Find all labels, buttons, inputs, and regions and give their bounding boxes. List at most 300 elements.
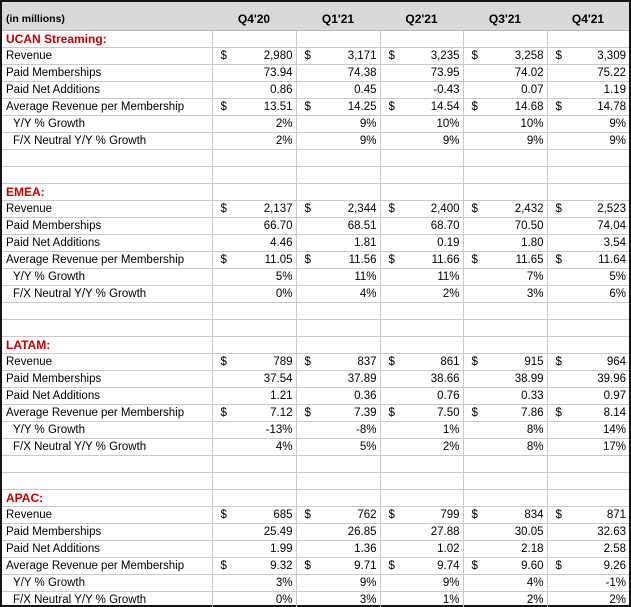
table-row [2,235,629,252]
value-cell [296,201,380,218]
value-cell [296,354,380,371]
cell-value: 11.66 [431,254,460,266]
value-cell [463,99,547,116]
dollar-sign: $ [220,254,227,266]
value-cell: 26.85 [296,524,380,541]
cell-value: 14.25 [347,101,377,113]
value-cell: 2% [380,286,463,303]
table-row [2,541,629,558]
value-cell [547,99,629,116]
empty-cell [547,456,629,473]
row-label: F/X Neutral Y/Y % Growth [2,592,212,607]
empty-cell [380,490,463,507]
value-cell: 9% [380,133,463,150]
value-cell: 37.54 [212,371,296,388]
dollar-sign: $ [388,509,395,521]
table-row [2,439,629,456]
cell-value: 2,980 [263,50,293,62]
row-label: Y/Y % Growth [2,422,212,439]
value-cell [212,507,296,524]
dollar-sign: $ [388,101,395,113]
empty-cell [547,184,629,201]
value-cell: 9% [547,116,629,133]
empty-cell [463,337,547,354]
value-cell [547,405,629,422]
empty-cell [296,456,380,473]
row-label: Average Revenue per Membership [2,252,212,269]
value-cell: 5% [547,269,629,286]
empty-cell [380,167,463,184]
value-cell: 3% [212,575,296,592]
empty-cell [463,490,547,507]
row-label: Paid Net Additions [2,541,212,558]
table-row [2,252,629,269]
value-cell: 9% [296,575,380,592]
row-label: Paid Memberships [2,65,212,82]
empty-cell [2,473,212,490]
table-row [2,48,629,65]
value-cell: 1.99 [212,541,296,558]
value-cell: 32.63 [547,524,629,541]
row-label: Revenue [2,48,212,65]
value-cell [296,405,380,422]
dollar-sign: $ [304,203,311,215]
row-label: Average Revenue per Membership [2,405,212,422]
table-row [2,405,629,422]
section-title: EMEA: [2,184,212,201]
dollar-sign: $ [388,356,395,368]
empty-cell [547,31,629,48]
row-label: Paid Memberships [2,524,212,541]
dollar-sign: $ [304,509,311,521]
cell-value: 11.05 [264,254,293,266]
value-cell: 2% [212,133,296,150]
cell-value: 7.86 [521,407,544,419]
value-cell: 73.95 [380,65,463,82]
value-cell: -0.43 [380,82,463,99]
cell-value: 11.65 [515,254,544,266]
empty-cell [212,320,296,337]
value-cell: 0% [212,286,296,303]
dollar-sign: $ [555,407,562,419]
column-header-q4-20: Q4'20 [212,2,296,31]
value-cell [296,558,380,575]
table-row [2,422,629,439]
value-cell: 2.18 [463,541,547,558]
cell-value: 9.71 [354,560,377,572]
empty-cell [547,490,629,507]
table-row [2,371,629,388]
empty-cell [296,337,380,354]
empty-cell [380,150,463,167]
cell-value: 915 [524,356,544,368]
empty-cell [547,473,629,490]
cell-value: 7.50 [437,407,460,419]
value-cell: 1.81 [296,235,380,252]
empty-cell [296,320,380,337]
section-header-row [2,184,629,201]
dollar-sign: $ [471,509,478,521]
empty-cell [380,456,463,473]
value-cell [296,99,380,116]
value-cell: 10% [380,116,463,133]
value-cell: 4.46 [212,235,296,252]
empty-cell [2,456,212,473]
row-label: Y/Y % Growth [2,116,212,133]
cell-value: 685 [273,509,293,521]
cell-value: 2,523 [597,203,626,215]
cell-value: 9.74 [437,560,460,572]
table-row [2,388,629,405]
value-cell: 0.86 [212,82,296,99]
cell-value: 7.39 [354,407,377,419]
value-cell: 39.96 [547,371,629,388]
empty-cell [380,184,463,201]
value-cell [380,99,463,116]
value-cell: -8% [296,422,380,439]
value-cell: 4% [296,286,380,303]
row-label: Paid Memberships [2,371,212,388]
value-cell [296,252,380,269]
value-cell: 66.70 [212,218,296,235]
value-cell [463,507,547,524]
value-cell [547,252,629,269]
value-cell: -1% [547,575,629,592]
empty-cell [547,167,629,184]
value-cell: 5% [212,269,296,286]
value-cell [463,405,547,422]
value-cell: 1.80 [463,235,547,252]
spacer-row [2,473,629,490]
value-cell: 1% [380,592,463,607]
value-cell: 0.19 [380,235,463,252]
dollar-sign: $ [471,254,478,266]
dollar-sign: $ [304,254,311,266]
cell-value: 7.12 [270,407,293,419]
empty-cell [212,167,296,184]
value-cell [380,252,463,269]
value-cell: 0.36 [296,388,380,405]
cell-value: 3,258 [514,50,544,62]
value-cell: 70.50 [463,218,547,235]
empty-cell [296,167,380,184]
dollar-sign: $ [388,560,395,572]
empty-cell [547,337,629,354]
dollar-sign: $ [555,509,562,521]
cell-value: 8.14 [603,407,626,419]
cell-value: 3,235 [430,50,460,62]
empty-cell [380,337,463,354]
value-cell: 74.02 [463,65,547,82]
column-header-q3-21: Q3'21 [463,2,547,31]
dollar-sign: $ [220,101,227,113]
dollar-sign: $ [304,560,311,572]
value-cell: 27.88 [380,524,463,541]
table-row [2,65,629,82]
cell-value: 11.56 [348,254,377,266]
value-cell [547,507,629,524]
value-cell: 0.07 [463,82,547,99]
header-row [2,2,629,31]
value-cell: 73.94 [212,65,296,82]
dollar-sign: $ [220,50,227,62]
value-cell: 68.51 [296,218,380,235]
empty-cell [2,167,212,184]
value-cell: 0% [212,592,296,607]
cell-value: 11.64 [598,254,626,266]
cell-value: 9.60 [521,560,544,572]
dollar-sign: $ [388,50,395,62]
dollar-sign: $ [304,50,311,62]
cell-value: 762 [357,509,377,521]
empty-cell [296,31,380,48]
value-cell: 0.76 [380,388,463,405]
value-cell [296,48,380,65]
column-header-q2-21: Q2'21 [380,2,463,31]
cell-value: 799 [440,509,460,521]
cell-value: 9.32 [270,560,293,572]
table-row [2,524,629,541]
value-cell: 0.33 [463,388,547,405]
empty-cell [463,31,547,48]
value-cell [463,252,547,269]
dollar-sign: $ [388,203,395,215]
value-cell: 17% [547,439,629,456]
cell-value: 14.54 [430,101,460,113]
empty-cell [212,490,296,507]
value-cell: -13% [212,422,296,439]
value-cell: 4% [212,439,296,456]
empty-cell [2,303,212,320]
value-cell: 9% [380,575,463,592]
empty-cell [296,473,380,490]
row-label: Y/Y % Growth [2,575,212,592]
value-cell [212,252,296,269]
empty-cell [296,490,380,507]
empty-cell [463,320,547,337]
value-cell: 14% [547,422,629,439]
dollar-sign: $ [471,560,478,572]
regional-metrics-table [2,2,629,607]
value-cell: 9% [547,133,629,150]
value-cell [547,48,629,65]
value-cell: 0.45 [296,82,380,99]
value-cell: 68.70 [380,218,463,235]
spacer-row [2,303,629,320]
cell-value: 2,400 [430,203,460,215]
cell-value: 837 [357,356,377,368]
dollar-sign: $ [471,101,478,113]
dollar-sign: $ [304,356,311,368]
value-cell: 8% [463,439,547,456]
cell-value: 2,344 [347,203,377,215]
empty-cell [296,150,380,167]
section-header-row [2,337,629,354]
value-cell [547,558,629,575]
dollar-sign: $ [220,203,227,215]
empty-cell [212,337,296,354]
dollar-sign: $ [304,407,311,419]
cell-value: 14.68 [514,101,544,113]
dollar-sign: $ [304,101,311,113]
row-label: F/X Neutral Y/Y % Growth [2,286,212,303]
section-header-row [2,31,629,48]
value-cell: 9% [296,116,380,133]
value-cell: 3.54 [547,235,629,252]
cell-value: 2,137 [263,203,293,215]
dollar-sign: $ [220,509,227,521]
value-cell [212,48,296,65]
empty-cell [2,320,212,337]
cell-value: 2,432 [514,203,544,215]
dollar-sign: $ [555,254,562,266]
spacer-row [2,167,629,184]
table-body [2,31,629,607]
value-cell: 6% [547,286,629,303]
table-row [2,354,629,371]
value-cell: 1.19 [547,82,629,99]
empty-cell [212,31,296,48]
value-cell [296,507,380,524]
empty-cell [380,303,463,320]
empty-cell [547,150,629,167]
dollar-sign: $ [220,407,227,419]
row-label: Paid Memberships [2,218,212,235]
value-cell [380,405,463,422]
empty-cell [212,303,296,320]
value-cell [380,558,463,575]
dollar-sign: $ [555,560,562,572]
value-cell: 1.21 [212,388,296,405]
value-cell: 37.89 [296,371,380,388]
table-row [2,82,629,99]
value-cell [380,201,463,218]
value-cell: 25.49 [212,524,296,541]
empty-cell [380,31,463,48]
cell-value: 861 [440,356,460,368]
row-label: Revenue [2,354,212,371]
row-label: Revenue [2,507,212,524]
value-cell [212,99,296,116]
value-cell: 9% [463,133,547,150]
row-label: Paid Net Additions [2,388,212,405]
value-cell: 75.22 [547,65,629,82]
value-cell: 4% [463,575,547,592]
empty-cell [547,320,629,337]
value-cell: 2% [463,592,547,607]
section-title: UCAN Streaming: [2,31,212,48]
value-cell [380,507,463,524]
value-cell [380,48,463,65]
value-cell [212,354,296,371]
cell-value: 14.78 [597,101,626,113]
value-cell: 1% [380,422,463,439]
row-label: F/X Neutral Y/Y % Growth [2,439,212,456]
row-label: F/X Neutral Y/Y % Growth [2,133,212,150]
table-row [2,116,629,133]
value-cell: 3% [296,592,380,607]
empty-cell [296,303,380,320]
dollar-sign: $ [555,356,562,368]
dollar-sign: $ [388,254,395,266]
value-cell: 11% [380,269,463,286]
empty-cell [463,456,547,473]
value-cell [463,354,547,371]
table-row [2,286,629,303]
row-label: Average Revenue per Membership [2,99,212,116]
row-label: Paid Net Additions [2,235,212,252]
cell-value: 871 [606,509,626,521]
table-row [2,133,629,150]
value-cell: 8% [463,422,547,439]
empty-cell [463,473,547,490]
value-cell [212,201,296,218]
empty-cell [380,320,463,337]
empty-cell [463,150,547,167]
spacer-row [2,150,629,167]
dollar-sign: $ [555,203,562,215]
dollar-sign: $ [471,203,478,215]
value-cell: 10% [463,116,547,133]
value-cell [547,354,629,371]
value-cell [463,201,547,218]
value-cell: 7% [463,269,547,286]
dollar-sign: $ [471,356,478,368]
dollar-sign: $ [388,407,395,419]
cell-value: 3,171 [347,50,377,62]
value-cell: 1.02 [380,541,463,558]
value-cell [212,558,296,575]
value-cell [463,48,547,65]
section-title: LATAM: [2,337,212,354]
row-label: Y/Y % Growth [2,269,212,286]
value-cell: 2% [547,592,629,607]
dollar-sign: $ [555,50,562,62]
value-cell: 38.66 [380,371,463,388]
dollar-sign: $ [471,407,478,419]
empty-cell [380,473,463,490]
section-header-row [2,490,629,507]
table-header [2,2,629,31]
empty-cell [296,184,380,201]
empty-cell [463,303,547,320]
empty-cell [212,150,296,167]
cell-value: 9.26 [603,560,626,572]
empty-cell [212,184,296,201]
dollar-sign: $ [220,356,227,368]
row-label: Paid Net Additions [2,82,212,99]
empty-cell [2,150,212,167]
units-label: (in millions) [2,2,212,31]
column-header-q1-21: Q1'21 [296,2,380,31]
value-cell [380,354,463,371]
cell-value: 3,309 [597,50,626,62]
row-label: Revenue [2,201,212,218]
value-cell: 11% [296,269,380,286]
value-cell: 0.97 [547,388,629,405]
table-row [2,269,629,286]
spacer-row [2,456,629,473]
table-row [2,201,629,218]
column-header-q4-21: Q4'21 [547,2,629,31]
value-cell: 74.04 [547,218,629,235]
cell-value: 789 [273,356,293,368]
table-row [2,575,629,592]
empty-cell [212,473,296,490]
spacer-row [2,320,629,337]
table-row [2,99,629,116]
value-cell: 2.58 [547,541,629,558]
